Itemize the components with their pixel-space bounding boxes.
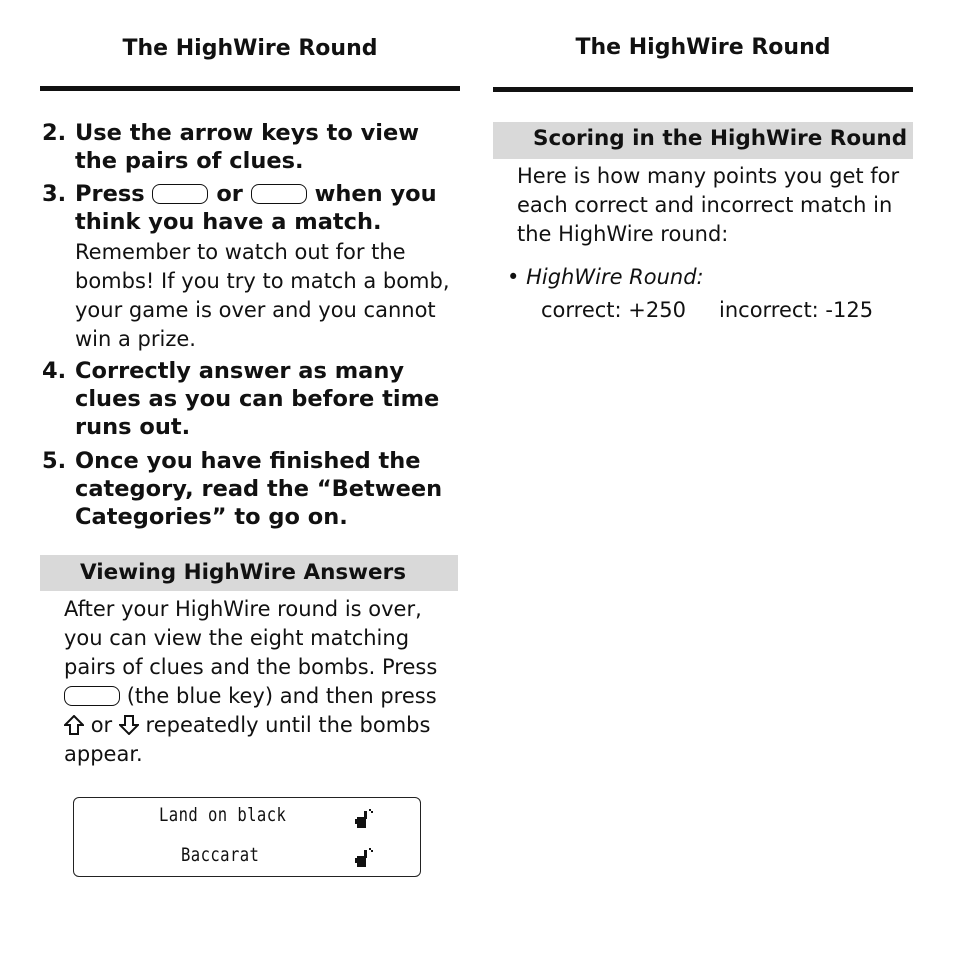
- step-3-press-text: Press: [75, 181, 145, 207]
- step-2-number: 2.: [42, 120, 67, 146]
- pointing-hand-icon: [354, 847, 374, 869]
- left-header-rule: [40, 86, 460, 91]
- paragraph-line: you can view the eight matching: [64, 626, 410, 650]
- right-page-header: The HighWire Round: [575, 35, 831, 60]
- step-5-line-1: Once you have finished the: [75, 448, 421, 474]
- step-3-when-text: when you: [314, 181, 437, 207]
- paragraph-line: the HighWire round:: [517, 222, 729, 246]
- paragraph-line-text: (the blue key) and then press: [126, 684, 437, 708]
- lcd-screen: [73, 797, 421, 877]
- incorrect-score: incorrect: -125: [719, 298, 874, 322]
- step-5-line-3: Categories” to go on.: [75, 504, 348, 530]
- blue-key-icon: [64, 686, 120, 706]
- step-3-or-text: or: [216, 181, 243, 207]
- step-4-number: 4.: [42, 358, 67, 384]
- note-line: Remember to watch out for the: [75, 240, 406, 264]
- step-5-line-2: category, read the “Between: [75, 476, 443, 502]
- step-3-number: 3.: [42, 181, 67, 207]
- viewing-answers-section-title: Viewing HighWire Answers: [40, 555, 458, 591]
- scoring-paragraph: [517, 162, 917, 249]
- step-4-line-3: runs out.: [75, 414, 191, 440]
- paragraph-line: After your HighWire round is over,: [64, 597, 422, 621]
- step-5-number: 5.: [42, 448, 67, 474]
- bullet-icon: •: [507, 265, 520, 289]
- paragraph-line: [64, 711, 464, 740]
- scoring-section-title: Scoring in the HighWire Round: [493, 122, 913, 159]
- note-line: win a prize.: [75, 327, 196, 351]
- highwire-round-bullet: [507, 263, 907, 292]
- correct-score: correct: +250: [541, 298, 686, 322]
- bullet-label: HighWire Round:: [526, 265, 704, 289]
- step-4-line-1: Correctly answer as many: [75, 358, 405, 384]
- down-arrow-icon: [119, 715, 139, 735]
- paragraph-or-text: or: [90, 713, 113, 737]
- right-header-rule: [493, 87, 913, 92]
- up-arrow-icon: [64, 715, 84, 735]
- paragraph-line: pairs of clues and the bombs. Press: [64, 655, 438, 679]
- step-4-line-2: clues as you can before time: [75, 386, 440, 412]
- step-3-line-2: think you have a match.: [75, 209, 382, 235]
- lcd-line-1: Land on black: [159, 804, 287, 826]
- lcd-line-2: Baccarat: [181, 844, 260, 866]
- note-line: your game is over and you cannot: [75, 298, 436, 322]
- step-3-line-1: [75, 180, 455, 208]
- step-2-line-2: the pairs of clues.: [75, 148, 304, 174]
- key-icon: [152, 184, 208, 204]
- step-2-line-1: Use the arrow keys to view: [75, 120, 420, 146]
- left-page-header: The HighWire Round: [122, 36, 378, 61]
- note-line: bombs! If you try to match a bomb,: [75, 269, 450, 293]
- paragraph-line: appear.: [64, 742, 143, 766]
- paragraph-line: [64, 682, 464, 711]
- bomb-warning-note: [75, 238, 460, 354]
- viewing-answers-paragraph: [64, 595, 464, 769]
- key-icon: [251, 184, 307, 204]
- paragraph-line: each correct and incorrect match in: [517, 193, 893, 217]
- paragraph-line: Here is how many points you get for: [517, 164, 900, 188]
- paragraph-line-text: repeatedly until the bombs: [145, 713, 431, 737]
- pointing-hand-icon: [354, 808, 374, 830]
